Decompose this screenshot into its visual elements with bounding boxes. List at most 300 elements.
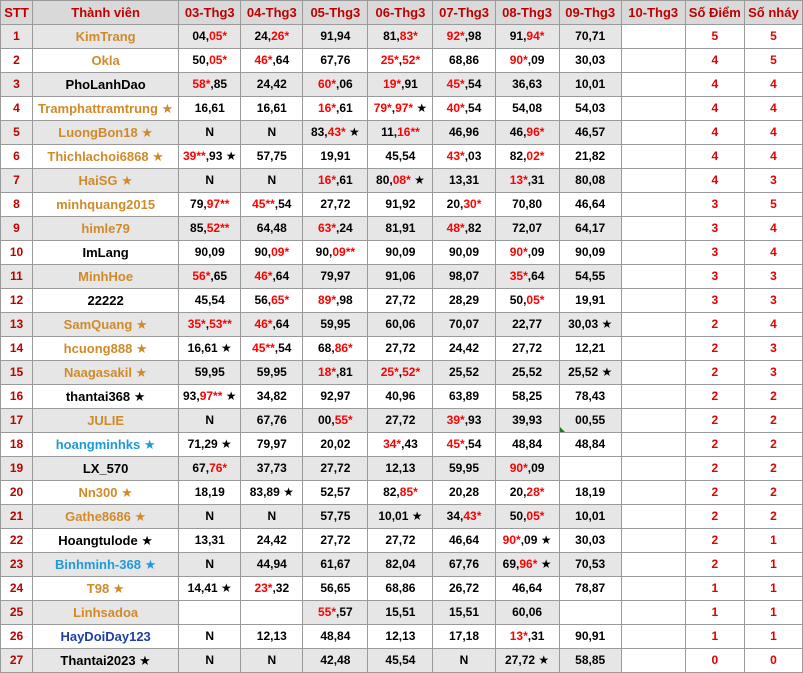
day-cell xyxy=(303,481,368,505)
day-cell xyxy=(303,217,368,241)
day-cell xyxy=(241,337,303,361)
day-cell xyxy=(179,73,241,97)
day-cell xyxy=(621,145,685,169)
value-part: ,32 xyxy=(272,581,290,595)
value-part: 81, xyxy=(383,29,400,43)
nhay-value: 4 xyxy=(744,241,802,265)
row-number: 24 xyxy=(1,577,33,601)
member-name: SamQuang ★ xyxy=(33,313,179,337)
member-name: Naagasakil ★ xyxy=(33,361,179,385)
nhay-value: 4 xyxy=(744,73,802,97)
row-number: 27 xyxy=(1,649,33,673)
nhay-value: 1 xyxy=(744,553,802,577)
value-part: ★ xyxy=(410,173,425,187)
hit-value: 46* xyxy=(254,269,273,283)
row-number: 17 xyxy=(1,409,33,433)
day-cell xyxy=(495,97,559,121)
value-part: 44,94 xyxy=(256,557,287,571)
day-cell xyxy=(621,49,685,73)
row-number: 1 xyxy=(1,25,33,49)
day-cell xyxy=(621,73,685,97)
member-name: himle79 xyxy=(33,217,179,241)
hit-value: 63* xyxy=(318,221,337,235)
value-part: 58,85 xyxy=(575,653,606,667)
value-part: 15,51 xyxy=(449,605,480,619)
column-header: 06-Thg3 xyxy=(368,1,433,25)
member-name: Binhminh-368 ★ xyxy=(33,553,179,577)
value-part: 27,72 xyxy=(385,413,416,427)
value-part: ,93 xyxy=(464,413,482,427)
day-cell xyxy=(621,265,685,289)
day-cell xyxy=(433,313,495,337)
day-cell xyxy=(495,361,559,385)
value-part: 37,73 xyxy=(256,461,287,475)
hit-value: 79* xyxy=(373,101,392,115)
value-part: ,06 xyxy=(336,77,353,91)
day-cell xyxy=(303,313,368,337)
value-part: 82,04 xyxy=(385,557,416,571)
value-part: 25,52 ★ xyxy=(568,365,613,379)
value-part: N xyxy=(205,653,215,667)
day-cell xyxy=(241,625,303,649)
score-value: 3 xyxy=(685,193,744,217)
day-cell xyxy=(368,625,433,649)
hit-value: 16* xyxy=(318,101,337,115)
nhay-value: 4 xyxy=(744,217,802,241)
day-cell xyxy=(559,25,621,49)
value-part: 26,72 xyxy=(449,581,480,595)
hit-value: 43* xyxy=(446,149,465,163)
hit-value: 09** xyxy=(332,245,356,259)
hit-value: 83* xyxy=(399,29,418,43)
day-cell xyxy=(495,601,559,625)
row-number: 23 xyxy=(1,553,33,577)
value-part: 16,61 ★ xyxy=(187,341,232,355)
hit-value: 45* xyxy=(446,77,465,91)
hit-value: 97* xyxy=(395,101,414,115)
value-part: ,54 xyxy=(274,341,292,355)
day-cell xyxy=(179,169,241,193)
day-cell xyxy=(241,433,303,457)
day-cell xyxy=(495,433,559,457)
value-part: 54,08 xyxy=(512,101,543,115)
column-header: 10-Thg3 xyxy=(621,1,685,25)
column-header: 05-Thg3 xyxy=(303,1,368,25)
day-cell xyxy=(433,49,495,73)
value-part: ,31 xyxy=(527,173,545,187)
table-row xyxy=(1,241,803,265)
nhay-value: 5 xyxy=(744,193,802,217)
day-cell xyxy=(433,433,495,457)
value-part: 27,72 xyxy=(320,533,351,547)
member-name: MinhHoe xyxy=(33,265,179,289)
value-part: ,61 xyxy=(336,101,353,115)
day-cell xyxy=(179,625,241,649)
day-cell xyxy=(303,49,368,73)
value-part: 27,72 xyxy=(320,461,351,475)
value-part: 24,42 xyxy=(256,77,287,91)
hit-value: 96* xyxy=(519,557,538,571)
nhay-value: 5 xyxy=(744,25,802,49)
day-cell xyxy=(179,217,241,241)
day-cell xyxy=(559,457,621,481)
score-value: 2 xyxy=(685,337,744,361)
day-cell xyxy=(433,601,495,625)
row-number: 19 xyxy=(1,457,33,481)
value-part: 91,92 xyxy=(385,197,416,211)
score-value: 1 xyxy=(685,601,744,625)
value-part: ,09 ★ xyxy=(520,533,552,547)
day-cell xyxy=(621,289,685,313)
table-row xyxy=(1,625,803,649)
day-cell xyxy=(495,169,559,193)
day-cell xyxy=(433,649,495,673)
hit-value: 55* xyxy=(318,605,337,619)
day-cell xyxy=(241,217,303,241)
value-part: 18,19 xyxy=(575,485,606,499)
table-row xyxy=(1,457,803,481)
value-part: 85, xyxy=(190,221,207,235)
value-part: , xyxy=(391,101,396,115)
table-row xyxy=(1,649,803,673)
row-number: 9 xyxy=(1,217,33,241)
column-header: 08-Thg3 xyxy=(495,1,559,25)
day-cell xyxy=(433,193,495,217)
day-cell xyxy=(368,457,433,481)
table-row xyxy=(1,385,803,409)
value-part: 24,42 xyxy=(256,533,287,547)
score-value: 5 xyxy=(685,25,744,49)
value-part: 27,72 xyxy=(320,197,351,211)
value-part: 24, xyxy=(254,29,272,43)
hit-value: 26* xyxy=(271,29,290,43)
row-number: 6 xyxy=(1,145,33,169)
nhay-value: 4 xyxy=(744,313,802,337)
value-part: 71,29 ★ xyxy=(187,437,232,451)
day-cell xyxy=(179,433,241,457)
day-cell xyxy=(368,433,433,457)
day-cell xyxy=(559,121,621,145)
hit-value: 60* xyxy=(318,77,337,91)
row-number: 8 xyxy=(1,193,33,217)
table-row xyxy=(1,121,803,145)
table-row xyxy=(1,289,803,313)
header-row xyxy=(1,1,803,25)
hit-value: 13* xyxy=(509,629,528,643)
day-cell xyxy=(559,505,621,529)
value-part: 90,91 xyxy=(575,629,606,643)
value-part: 90,09 xyxy=(449,245,480,259)
value-part: N xyxy=(205,509,215,523)
value-part: 12,13 xyxy=(385,629,416,643)
day-cell xyxy=(368,121,433,145)
day-cell xyxy=(559,49,621,73)
column-header: 03-Thg3 xyxy=(179,1,241,25)
day-cell xyxy=(621,409,685,433)
day-cell xyxy=(433,385,495,409)
member-name: minhquang2015 xyxy=(33,193,179,217)
value-part: 40,96 xyxy=(385,389,416,403)
hit-value: 43* xyxy=(463,509,482,523)
day-cell xyxy=(241,25,303,49)
member-name: KimTrang xyxy=(33,25,179,49)
row-number: 25 xyxy=(1,601,33,625)
value-part: ,85 xyxy=(210,77,228,91)
table-row xyxy=(1,49,803,73)
day-cell xyxy=(559,265,621,289)
value-part: ★ xyxy=(413,101,428,115)
value-part: 69, xyxy=(502,557,520,571)
value-part: 70,53 xyxy=(575,557,606,571)
value-part: 72,07 xyxy=(512,221,543,235)
member-name: ImLang xyxy=(33,241,179,265)
hit-value: 02* xyxy=(526,149,545,163)
day-cell xyxy=(368,553,433,577)
value-part: ,09 xyxy=(527,461,545,475)
day-cell xyxy=(621,25,685,49)
day-cell xyxy=(433,265,495,289)
value-part: 13,31 xyxy=(449,173,480,187)
score-value: 4 xyxy=(685,49,744,73)
day-cell xyxy=(179,25,241,49)
value-part: 12,13 xyxy=(256,629,287,643)
value-part: 70,80 xyxy=(512,197,543,211)
column-header: Số Điểm xyxy=(685,1,744,25)
hit-value: 05* xyxy=(209,53,228,67)
day-cell xyxy=(368,505,433,529)
day-cell xyxy=(179,361,241,385)
hit-value: 45** xyxy=(252,341,275,355)
day-cell xyxy=(303,457,368,481)
value-part: 64,17 xyxy=(575,221,606,235)
hit-value: 90* xyxy=(509,245,528,259)
day-cell xyxy=(559,625,621,649)
nhay-value: 3 xyxy=(744,265,802,289)
day-cell xyxy=(559,97,621,121)
day-cell xyxy=(368,145,433,169)
day-cell xyxy=(621,217,685,241)
value-part: 82, xyxy=(383,485,400,499)
value-part: 92,97 xyxy=(320,389,351,403)
value-part: 12,21 xyxy=(575,341,606,355)
day-cell xyxy=(368,577,433,601)
value-part: 20, xyxy=(509,485,527,499)
table-row xyxy=(1,505,803,529)
day-cell xyxy=(559,289,621,313)
day-cell xyxy=(495,313,559,337)
value-part: 30,03 ★ xyxy=(568,317,613,331)
value-part: 52,57 xyxy=(320,485,351,499)
table-row xyxy=(1,25,803,49)
value-part: , xyxy=(398,365,403,379)
value-part: 27,72 xyxy=(385,533,416,547)
day-cell xyxy=(621,577,685,601)
score-value: 2 xyxy=(685,529,744,553)
day-cell xyxy=(179,529,241,553)
day-cell xyxy=(241,457,303,481)
nhay-value: 3 xyxy=(744,337,802,361)
row-number: 7 xyxy=(1,169,33,193)
day-cell xyxy=(303,505,368,529)
day-cell xyxy=(241,313,303,337)
nhay-value: 1 xyxy=(744,529,802,553)
table-row xyxy=(1,409,803,433)
day-cell xyxy=(303,241,368,265)
value-part: 27,72 xyxy=(385,293,416,307)
score-value: 2 xyxy=(685,409,744,433)
value-part: 59,95 xyxy=(320,317,351,331)
value-part: 81,91 xyxy=(385,221,416,235)
value-part: 00, xyxy=(318,413,335,427)
day-cell xyxy=(241,505,303,529)
value-part: ,98 xyxy=(336,293,353,307)
value-part: ,03 xyxy=(464,149,482,163)
day-cell xyxy=(368,289,433,313)
value-part: 50, xyxy=(509,293,527,307)
day-cell xyxy=(179,601,241,625)
value-part: ,64 xyxy=(527,269,545,283)
value-part: 82, xyxy=(509,149,527,163)
day-cell xyxy=(241,241,303,265)
value-part: ,57 xyxy=(336,605,353,619)
value-part: 91, xyxy=(509,29,527,43)
day-cell xyxy=(303,361,368,385)
value-part: 27,72 xyxy=(512,341,543,355)
value-part: 22,77 xyxy=(512,317,543,331)
day-cell xyxy=(559,385,621,409)
day-cell xyxy=(241,121,303,145)
day-cell xyxy=(495,337,559,361)
value-part: 79,97 xyxy=(320,269,351,283)
member-name: Nn300 ★ xyxy=(33,481,179,505)
day-cell xyxy=(621,505,685,529)
value-part: ,09 xyxy=(527,245,545,259)
day-cell xyxy=(433,505,495,529)
value-part: 64,48 xyxy=(256,221,287,235)
hit-value: 23* xyxy=(254,581,273,595)
day-cell xyxy=(559,529,621,553)
value-part: 19,91 xyxy=(575,293,606,307)
score-value: 4 xyxy=(685,73,744,97)
row-number: 4 xyxy=(1,97,33,121)
value-part: ,64 xyxy=(272,317,290,331)
value-part: 39,93 xyxy=(512,413,543,427)
day-cell xyxy=(495,529,559,553)
value-part: 34,82 xyxy=(256,389,287,403)
day-cell xyxy=(179,337,241,361)
score-value: 2 xyxy=(685,481,744,505)
value-part: 27,72 ★ xyxy=(505,653,550,667)
row-number: 2 xyxy=(1,49,33,73)
day-cell xyxy=(621,241,685,265)
value-part: 90, xyxy=(315,245,333,259)
day-cell xyxy=(368,649,433,673)
member-name: thantai368 ★ xyxy=(33,385,179,409)
value-part: 45,54 xyxy=(194,293,225,307)
score-value: 2 xyxy=(685,553,744,577)
hit-value: 65* xyxy=(271,293,290,307)
value-part: , xyxy=(205,317,210,331)
table-row xyxy=(1,481,803,505)
value-part: ,54 xyxy=(464,437,482,451)
table-row xyxy=(1,97,803,121)
value-part: 70,71 xyxy=(575,29,606,43)
value-part: 04, xyxy=(192,29,210,43)
day-cell xyxy=(621,529,685,553)
day-cell xyxy=(559,193,621,217)
day-cell xyxy=(241,289,303,313)
value-part: 59,95 xyxy=(256,365,287,379)
day-cell xyxy=(433,145,495,169)
value-part: 70,07 xyxy=(449,317,480,331)
value-part: ★ xyxy=(537,557,552,571)
member-name: Gathe8686 ★ xyxy=(33,505,179,529)
value-part: 46,96 xyxy=(449,125,480,139)
hit-value: 48* xyxy=(446,221,465,235)
day-cell xyxy=(495,649,559,673)
hit-value: 13* xyxy=(509,173,528,187)
day-cell xyxy=(303,25,368,49)
row-number: 16 xyxy=(1,385,33,409)
nhay-value: 3 xyxy=(744,361,802,385)
hit-value: 96* xyxy=(526,125,545,139)
row-number: 3 xyxy=(1,73,33,97)
row-number: 14 xyxy=(1,337,33,361)
row-number: 21 xyxy=(1,505,33,529)
score-value: 2 xyxy=(685,457,744,481)
day-cell xyxy=(433,553,495,577)
value-part: 56, xyxy=(254,293,272,307)
nhay-value: 3 xyxy=(744,169,802,193)
day-cell xyxy=(433,289,495,313)
column-header: 07-Thg3 xyxy=(433,1,495,25)
score-value: 4 xyxy=(685,169,744,193)
value-part: 78,43 xyxy=(575,389,606,403)
day-cell xyxy=(179,97,241,121)
day-cell xyxy=(559,337,621,361)
value-part: 27,72 xyxy=(385,341,416,355)
value-part: 57,75 xyxy=(320,509,351,523)
hit-value: 89* xyxy=(318,293,337,307)
day-cell xyxy=(495,385,559,409)
hit-value: 43* xyxy=(327,125,346,139)
hit-value: 56* xyxy=(192,269,211,283)
day-cell xyxy=(241,649,303,673)
day-cell xyxy=(241,193,303,217)
value-part: N xyxy=(267,173,277,187)
value-part: 78,87 xyxy=(575,581,606,595)
column-header: STT xyxy=(1,1,33,25)
day-cell xyxy=(433,25,495,49)
day-cell xyxy=(179,409,241,433)
day-cell xyxy=(433,97,495,121)
day-cell xyxy=(368,25,433,49)
value-part: 10,01 xyxy=(575,77,606,91)
row-number: 5 xyxy=(1,121,33,145)
day-cell xyxy=(303,97,368,121)
day-cell xyxy=(179,481,241,505)
value-part: 50, xyxy=(509,509,527,523)
value-part: 57,75 xyxy=(256,149,287,163)
score-value: 0 xyxy=(685,649,744,673)
value-part: 11, xyxy=(381,125,398,139)
score-value: 1 xyxy=(685,577,744,601)
value-part: 46,64 xyxy=(449,533,480,547)
value-part: ,64 xyxy=(272,269,290,283)
day-cell xyxy=(303,529,368,553)
day-cell xyxy=(433,121,495,145)
day-cell xyxy=(559,169,621,193)
